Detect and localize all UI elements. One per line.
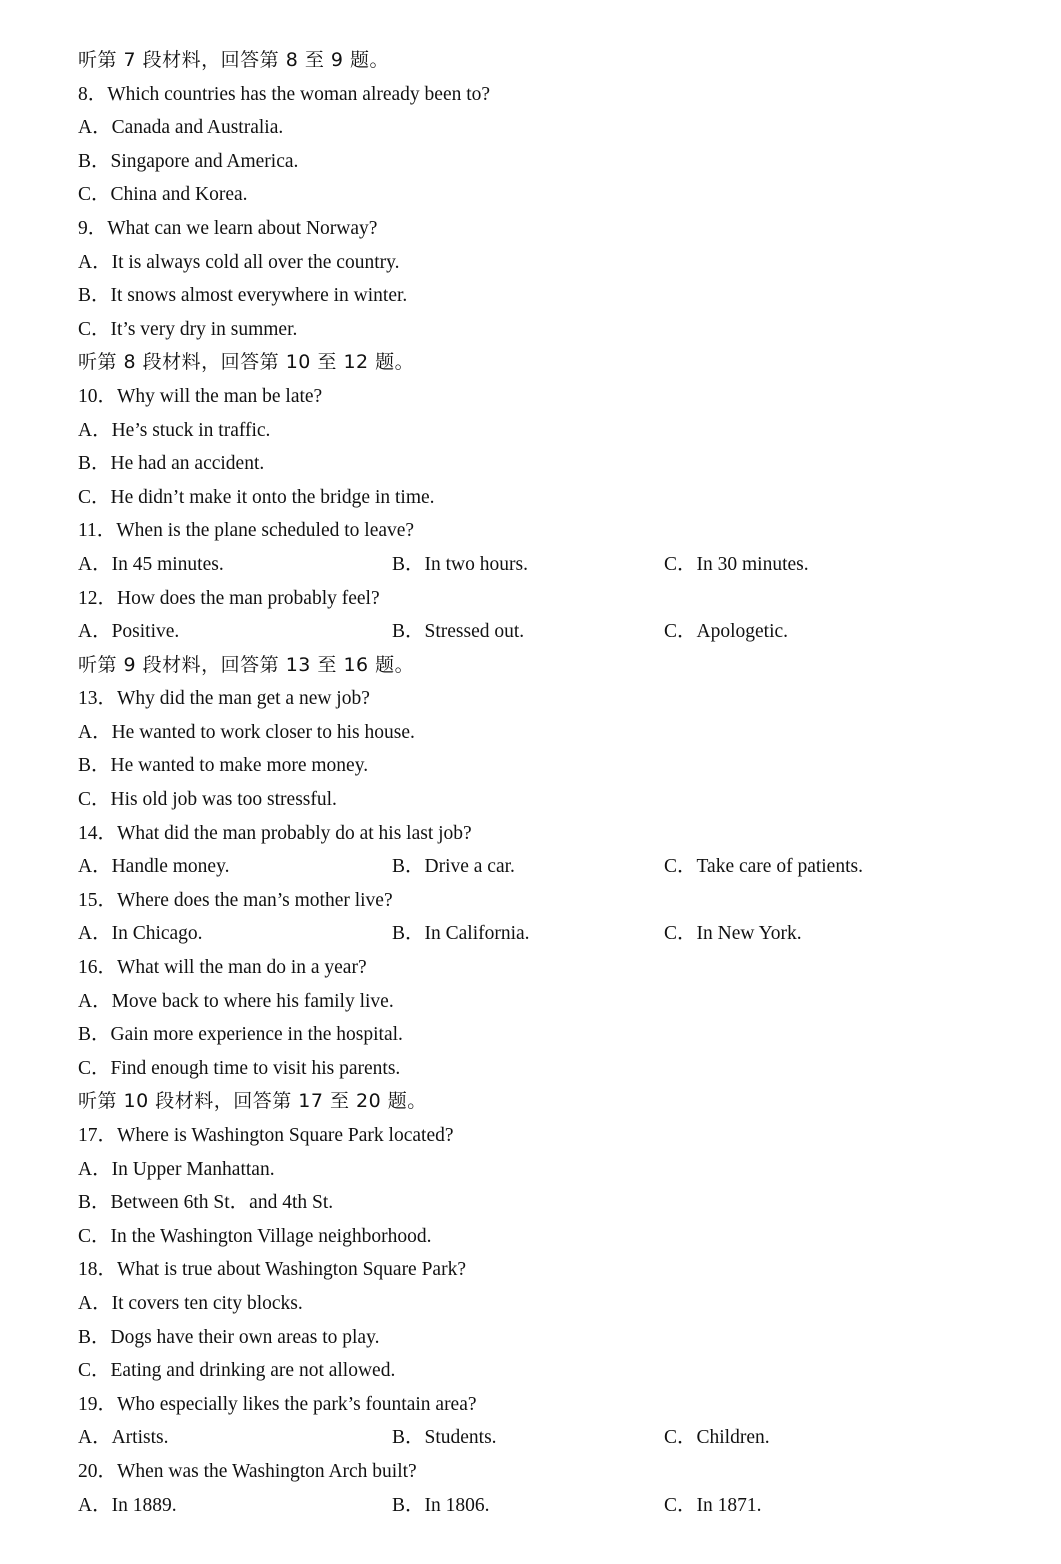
question-text: 9．What can we learn about Norway?	[78, 217, 378, 239]
answer-option: B．Dogs have their own areas to play.	[78, 1326, 380, 1348]
option-b: B．Stressed out.	[392, 621, 525, 643]
option-a: A．Handle money.	[78, 856, 230, 878]
question-text: 19．Who especially likes the park’s fountain area?	[78, 1393, 477, 1415]
question-text: 16．What will the man do in a year?	[78, 957, 367, 979]
answer-option: A．It covers ten city blocks.	[78, 1292, 303, 1314]
answer-option: B．He wanted to make more money.	[78, 755, 369, 777]
question-text: 13．Why did the man get a new job?	[78, 688, 370, 710]
question-text: 18．What is true about Washington Square Park?	[78, 1259, 466, 1281]
answer-option: B．He had an accident.	[78, 453, 265, 475]
answer-option: C．Eating and drinking are not allowed.	[78, 1360, 396, 1382]
answer-option: A．In Upper Manhattan.	[78, 1158, 275, 1180]
options-row	[78, 917, 998, 951]
answer-option: C．His old job was too stressful.	[78, 789, 337, 811]
question-text: 15．Where does the man’s mother live?	[78, 889, 393, 911]
answer-option: C．Find enough time to visit his parents.	[78, 1057, 401, 1079]
question-text: 8．Which countries has the woman already been to?	[78, 83, 491, 105]
question-text: 10．Why will the man be late?	[78, 385, 323, 407]
answer-option: C．It’s very dry in summer.	[78, 318, 298, 340]
option-c: C．Take care of patients.	[664, 856, 863, 878]
options-row	[78, 615, 998, 649]
question-text: 12．How does the man probably feel?	[78, 587, 380, 609]
option-a: A．In 1889.	[78, 1494, 177, 1516]
option-c: C．In 1871.	[664, 1494, 762, 1516]
question-text: 14．What did the man probably do at his last job?	[78, 822, 472, 844]
answer-option: A．He’s stuck in traffic.	[78, 419, 271, 441]
listening-section	[78, 44, 998, 1522]
answer-option: B．It snows almost everywhere in winter.	[78, 285, 408, 307]
options-row	[78, 1421, 998, 1455]
answer-option: C．He didn’t make it onto the bridge in time.	[78, 486, 435, 508]
answer-option: A．Canada and Australia.	[78, 117, 284, 139]
answer-option: A．He wanted to work closer to his house.	[78, 721, 415, 743]
section-heading: 听第 9 段材料，回答第 13 至 16 题。	[78, 653, 415, 676]
option-c: C．Children.	[664, 1427, 770, 1449]
answer-option: B．Between 6th St．and 4th St.	[78, 1192, 334, 1214]
option-b: B．In 1806.	[392, 1494, 490, 1516]
options-row	[78, 850, 998, 884]
question-text: 11．When is the plane scheduled to leave?	[78, 520, 415, 542]
section-heading: 听第 10 段材料，回答第 17 至 20 题。	[78, 1090, 427, 1113]
options-row	[78, 1489, 998, 1523]
option-c: C．In New York.	[664, 923, 802, 945]
answer-option: C．China and Korea.	[78, 184, 248, 206]
option-b: B．Drive a car.	[392, 856, 515, 878]
answer-option: C．In the Washington Village neighborhood.	[78, 1225, 432, 1247]
answer-option: B．Singapore and America.	[78, 150, 299, 172]
option-c: C．In 30 minutes.	[664, 553, 809, 575]
option-a: A．In 45 minutes.	[78, 553, 224, 575]
option-c: C．Apologetic.	[664, 621, 789, 643]
question-text: 20．When was the Washington Arch built?	[78, 1460, 417, 1482]
section-heading: 听第 8 段材料，回答第 10 至 12 题。	[78, 351, 415, 374]
answer-option: A．Move back to where his family live.	[78, 990, 394, 1012]
answer-option: A．It is always cold all over the country.	[78, 251, 400, 273]
option-a: A．Artists.	[78, 1427, 169, 1449]
question-text: 17．Where is Washington Square Park located?	[78, 1125, 454, 1146]
option-b: B．In two hours.	[392, 553, 528, 575]
option-b: B．Students.	[392, 1427, 497, 1449]
option-a: A．In Chicago.	[78, 923, 203, 945]
answer-option: B．Gain more experience in the hospital.	[78, 1024, 403, 1046]
options-row	[78, 548, 998, 582]
option-a: A．Positive.	[78, 621, 180, 643]
section-heading: 听第 7 段材料，回答第 8 至 9 题。	[78, 49, 390, 71]
option-b: B．In California.	[392, 923, 530, 945]
